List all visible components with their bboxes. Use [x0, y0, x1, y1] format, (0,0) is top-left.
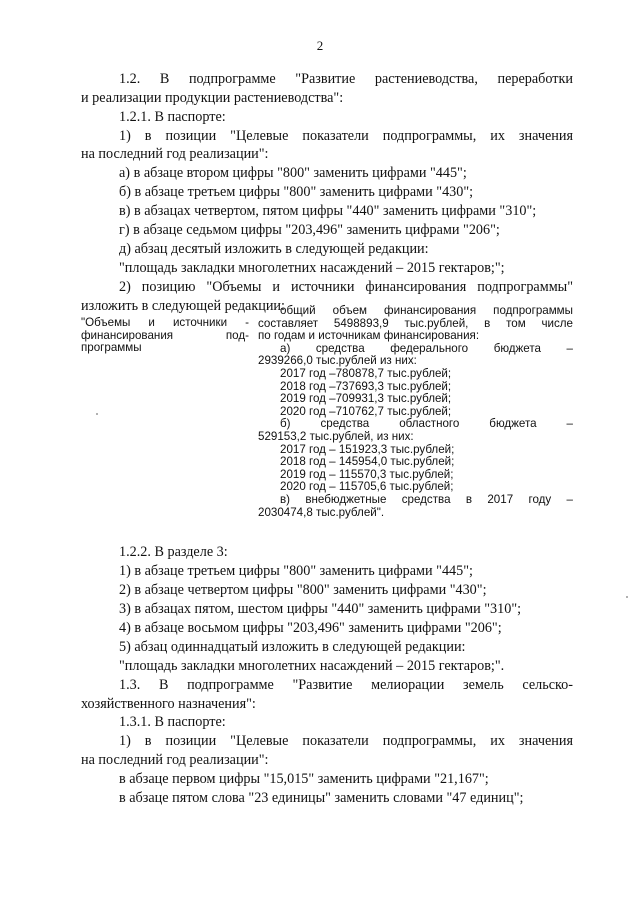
paragraph-line: а) в абзаце втором цифры "800" заменить цифрами "445"; [119, 165, 467, 181]
table-left-cell-line: финансирования под- [81, 328, 249, 342]
table-right-cell-line: по годам и источникам финансирования: [258, 329, 480, 343]
paragraph-line: на последний год реализации": [81, 752, 269, 768]
table-right-cell-line: 2030474,8 тыс.рублей". [258, 505, 385, 519]
table-right-cell-line: 2018 год – 145954,0 тыс.рублей; [280, 455, 455, 469]
paragraph-line: 1) в позиции "Целевые показатели подпрограммы, их значения [119, 733, 573, 749]
paragraph-line: 5) абзац одиннадцатый изложить в следующей редакции: [119, 639, 466, 655]
paragraph-line: 2) позицию "Объемы и источники финансирования подпрограммы" [119, 279, 573, 295]
paragraph-line: на последний год реализации": [81, 146, 269, 162]
table-left-cell-line: программы [81, 341, 142, 355]
paragraph-line: 1.2.2. В разделе 3: [119, 544, 228, 560]
paragraph-line: в абзаце пятом слова "23 единицы" заменить словами "47 единиц"; [119, 790, 524, 806]
paragraph-line: 1.2.1. В паспорте: [119, 109, 226, 125]
paragraph-line: 1.3.1. В паспорте: [119, 714, 226, 730]
paragraph-line: 2) в абзаце четвертом цифры "800" заменить цифрами "430"; [119, 582, 487, 598]
table-right-cell-line: 2019 год –709931,3 тыс.рублей; [280, 392, 452, 406]
paragraph-line: б) в абзаце третьем цифры "800" заменить цифрами "430"; [119, 184, 474, 200]
table-right-cell-line: 529153,2 тыс.рублей, из них: [258, 430, 414, 443]
table-right-cell-line: 2018 год –737693,3 тыс.рублей; [280, 379, 452, 393]
table-right-cell-line: составляет 5498893,9 тыс.рублей, в том числе [258, 316, 573, 330]
paragraph-line: "площадь закладки многолетних насаждений – 2015 гектаров;"; [119, 260, 505, 276]
table-right-cell-line: 2019 год – 115570,3 тыс.рублей; [280, 467, 454, 481]
scan-speck [626, 596, 628, 598]
paragraph-line: в абзаце первом цифры "15,015" заменить цифрами "21,167"; [119, 771, 489, 787]
paragraph-line: д) абзац десятый изложить в следующей редакции: [119, 241, 429, 257]
table-right-cell-line: 2017 год –780878,7 тыс.рублей; [280, 367, 452, 380]
paragraph-line: хозяйственного назначения": [81, 696, 256, 712]
table-right-cell-line: 2020 год – 115705,6 тыс.рублей; [280, 480, 454, 494]
paragraph-line: изложить в следующей редакции: [81, 298, 285, 314]
table-right-cell-line: общий объем финансирования подпрограммы [280, 304, 573, 317]
paragraph-line: 4) в абзаце восьмом цифры "203,496" заменить цифрами "206"; [119, 620, 502, 636]
paragraph-line: и реализации продукции растениеводства": [81, 90, 344, 106]
table-right-cell-line: 2939266,0 тыс.рублей из них: [258, 354, 417, 368]
paragraph-line: 1.3. В подпрограмме "Развитие мелиорации земель сельско- [119, 677, 573, 693]
paragraph-line: 3) в абзацах пятом, шестом цифры "440" заменить цифрами "310"; [119, 601, 522, 617]
paragraph-line: "площадь закладки многолетних насаждений – 2015 гектаров;". [119, 658, 505, 674]
table-left-cell-line: "Объемы и источники - [81, 316, 249, 329]
paragraph-line: 1.2. В подпрограмме "Развитие растениеводства, переработки [119, 71, 573, 87]
paragraph-line: г) в абзаце седьмом цифры "203,496" заменить цифрами "206"; [119, 222, 500, 238]
page-number: 2 [316, 38, 324, 53]
paragraph-line: 1) в позиции "Целевые показатели подпрограммы, их значения [119, 128, 573, 144]
table-right-cell-line: 2020 год –710762,7 тыс.рублей; [280, 404, 452, 418]
table-right-cell-line: 2017 год – 151923,3 тыс.рублей; [280, 442, 455, 456]
table-right-cell-line: б) средства областного бюджета – [280, 417, 573, 431]
table-right-cell-line: в) внебюджетные средства в 2017 году – [280, 493, 573, 506]
paragraph-line: в) в абзацах четвертом, пятом цифры "440" заменить цифрами "310"; [119, 203, 537, 219]
table-right-cell-line: а) средства федерального бюджета – [280, 341, 573, 355]
paragraph-line: 1) в абзаце третьем цифры "800" заменить цифрами "445"; [119, 563, 473, 579]
scan-speck [96, 413, 98, 415]
